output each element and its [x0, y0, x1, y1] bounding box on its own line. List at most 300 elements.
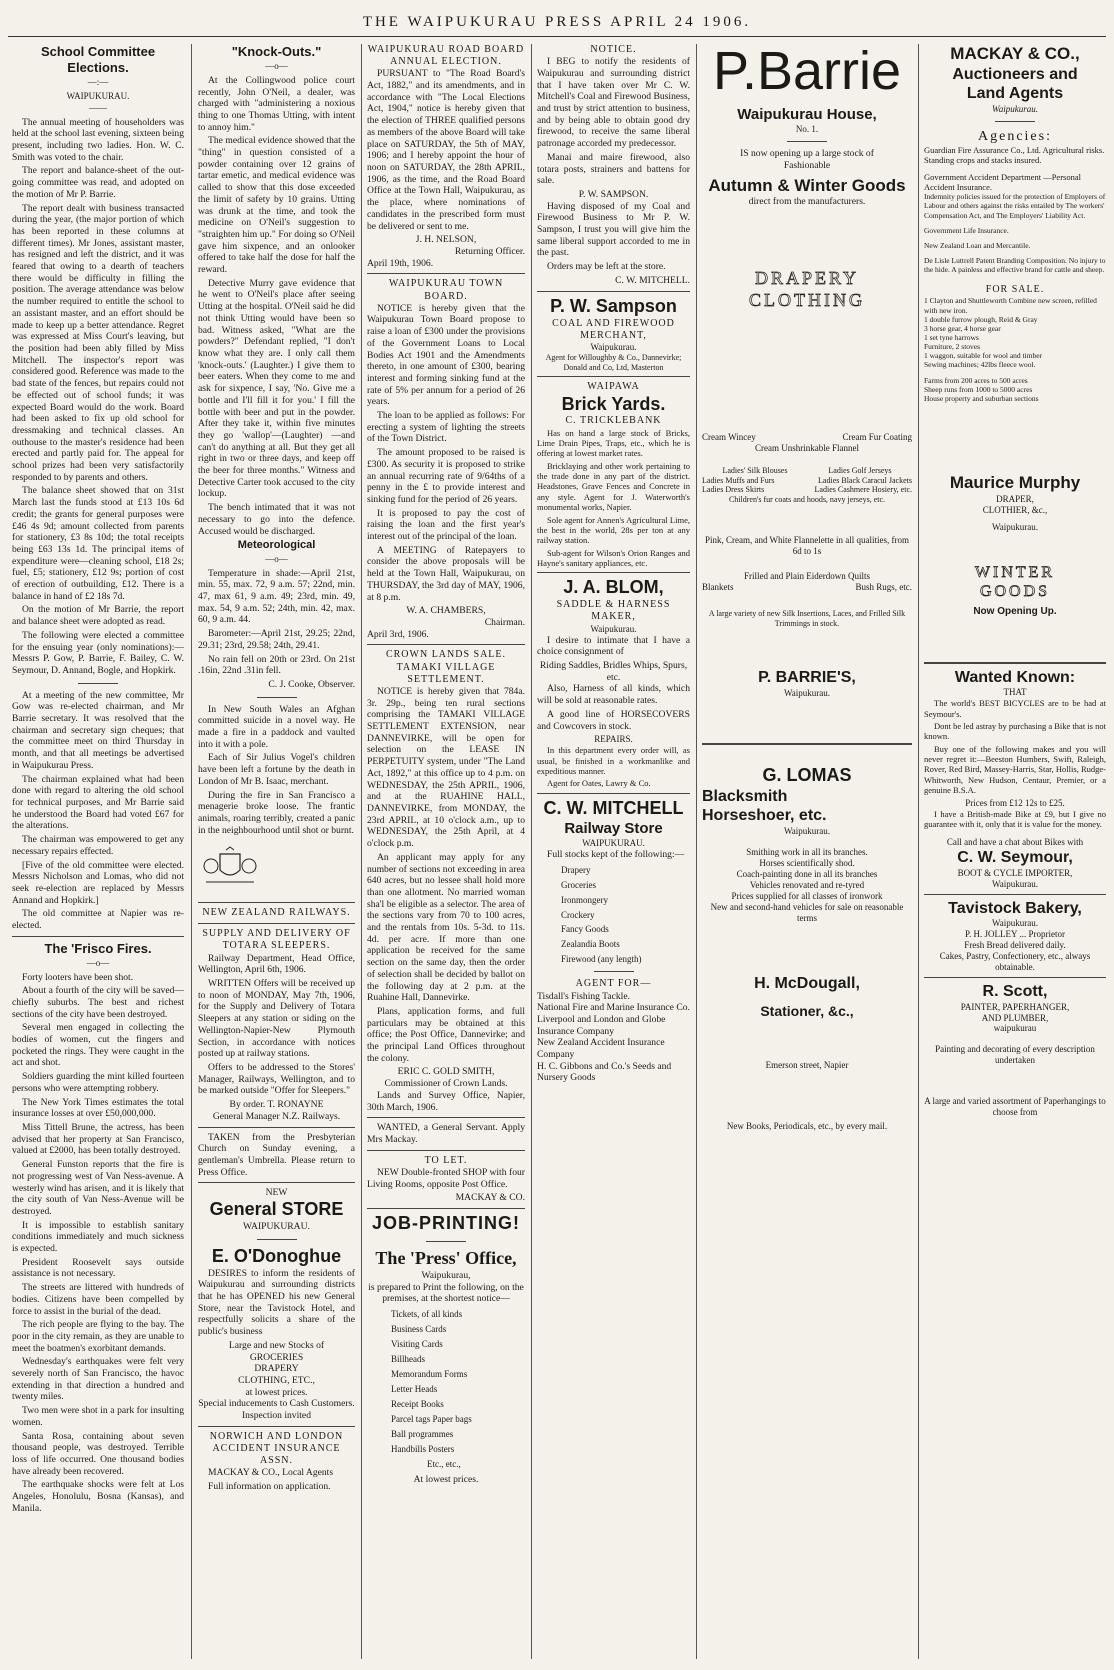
- list-item: Drapery: [561, 864, 591, 875]
- ad-item: CLOTHING, ETC.,: [238, 1374, 315, 1386]
- paragraph: The old committee at Napier was re-elected.: [12, 908, 184, 932]
- spacer: [702, 454, 912, 466]
- paragraph: Has on hand a large stock of Bricks, Lime Drain Pipes, Traps, etc., which he is offering at lowest market rates.: [537, 427, 690, 459]
- ad-item: Pink, Cream, and White Flannelette in all qualities, from 6d to 1s: [704, 534, 910, 556]
- paragraph: Temperature in shade:—April 21st, min. 55, max. 72, 9 a.m. 57; 22nd, min. 47, max 61, 9 a.m. 49; 23rd, min. 49, max. 54, 9 a.m. 52; 24th, min. 42, max. 60, 9 a.m. 44.: [198, 567, 355, 626]
- spacer: [702, 557, 912, 571]
- ad-headline: Railway Store: [564, 819, 663, 837]
- ad-text: PAINTER, PAPERHANGER,: [960, 1001, 1070, 1012]
- paragraph: General Funston reports that the fire is not progressing west of Van Ness-avenue. A westerly wind has arisen, and it is likely that the city south of Van Ness-Avenue will be destroyed.: [12, 1159, 184, 1217]
- paragraph: I BEG to notify the residents of Waipukurau and surrounding district that I have taken over Mr C. W. Mitchell's Coal and Firewood Business, and trust by strict attention to business, and by being able to obtain good dry firewood, to receive the same liberal patronage accorded my predecessor.: [537, 56, 690, 150]
- ad-text: AND PLUMBER,: [981, 1012, 1049, 1023]
- paragraph: Lands and Survey Office, Napier, 30th March, 1906.: [367, 1089, 525, 1113]
- separator: [426, 1241, 466, 1242]
- column-2: [198, 44, 355, 1659]
- separator: [367, 273, 525, 274]
- ad-item: A large variety of new Silk Insertions, Laces, and Frilled Silk Trimmings in stock.: [708, 608, 906, 628]
- ad-text: P. H. JOLLEY ... Proprietor: [965, 929, 1065, 940]
- paragraph: Sub-agent for Wilson's Orion Ranges and Hayne's sanitary appliances, etc.: [537, 547, 690, 568]
- date: April 19th, 1906.: [367, 257, 434, 269]
- ad-text: CLOTHIER, &c.,: [982, 504, 1048, 515]
- ad-item: New and second-hand vehicles for sale on reasonable terms: [710, 901, 904, 923]
- ornament: —:—: [87, 76, 109, 87]
- list-item: Fancy Goods: [561, 924, 609, 935]
- paragraph: It is impossible to establish sanitary conditions immediately and much sickness is expected.: [12, 1219, 184, 1255]
- column-5: [702, 44, 912, 1659]
- separator: [367, 1208, 525, 1209]
- list-item: Parcel tags Paper bags: [391, 1413, 472, 1424]
- ad-item: Furniture, 2 stoves: [924, 342, 981, 352]
- ad-headline: P. BARRIE'S,: [758, 669, 856, 687]
- paragraph: The bench intimated that it was not necessary to go into the defence. Accused would be discharged.: [198, 502, 355, 537]
- ad-text: THAT: [1003, 687, 1027, 698]
- paragraph: A MEETING of Ratepayers to consider the above proposals will be held at the Town Hall, Waipukurau, on THURSDAY, the 3rd day of MAY, 1906, at 8 p.m.: [367, 544, 525, 603]
- paragraph: The New York Times estimates the total insurance losses at over £50,000,000.: [12, 1096, 184, 1120]
- paragraph: Several men engaged in collecting the bodies of women, cut the fingers and pocketed the rings. They were caught in the act and shot.: [12, 1022, 184, 1069]
- ad-text: New Books, Periodicals, etc., by every mail.: [726, 1121, 888, 1132]
- spacer: [924, 1034, 1106, 1044]
- ad-text: Waipukurau.: [991, 878, 1038, 889]
- ad-text: WAIPUKURAU.: [582, 837, 645, 848]
- paragraph: Wednesday's earthquakes were felt very severely north of San Francisco, the havoc extending in that direction a hundred and twenty miles.: [12, 1356, 184, 1403]
- ornament: —o—: [265, 60, 288, 71]
- ad-text: De Lisle Luttrell Patent Branding Composition. No injury to the hide. A painless and effective brand for cattle and sheep.: [924, 255, 1106, 275]
- ad-text: Fashionable: [783, 159, 831, 171]
- spacer: [702, 1071, 912, 1121]
- ad-text: Special inducements to Cash Customers.: [198, 1398, 355, 1410]
- ad-text: Painting and decorating of every description undertaken: [935, 1044, 1095, 1066]
- signature: P. W. SAMPSON.: [578, 188, 649, 200]
- article-headline: Meteorological: [237, 539, 316, 552]
- signature: J. H. NELSON,: [415, 234, 477, 246]
- notice-title: TO LET.: [424, 1154, 468, 1166]
- ad-text: Riding Saddles, Bridles Whips, Spurs, etc.: [539, 660, 688, 683]
- paragraph: Dont be led astray by purchasing a Bike that is not known.: [924, 721, 1106, 742]
- ad-subtitle: AGENT FOR—: [575, 978, 652, 990]
- signature: C. J. Cooke, Observer.: [268, 678, 355, 690]
- paragraph: The earthquake shocks were felt at Los Angeles, Honolulu, Bosna (Kansas), and Manila.: [12, 1479, 184, 1514]
- separator: [12, 936, 184, 937]
- separator: [594, 971, 634, 972]
- ad-subtitle: C. TRICKLEBANK: [565, 415, 662, 427]
- signature: MACKAY & CO.: [455, 1192, 525, 1204]
- ad-text: Prices from £12 12s to £25.: [965, 797, 1065, 808]
- ad-text: New Zealand Accident Insurance Company: [537, 1037, 665, 1061]
- ad-headline: E. O'Donoghue: [211, 1245, 342, 1266]
- list-item: Crockery: [561, 909, 595, 920]
- ad-item: DRAPERY: [254, 1363, 299, 1375]
- spacer: [702, 924, 912, 974]
- masthead: THE WAIPUKURAU PRESS APRIL 24 1906.: [362, 14, 752, 30]
- list-item: Letter Heads: [391, 1383, 438, 1394]
- paragraph: Sole agent for Annen's Agricultural Lime, the best in the world, 28s per ton at any railway station.: [537, 514, 690, 546]
- paragraph: DESIRES to inform the residents of Waipukurau and surrounding districts that he has OPENED his new General Store, near the Tavistock Hotel, and respectfully solicits a share of the public's business: [198, 1267, 355, 1338]
- paragraph: NOTICE is hereby given that the Waipukurau Town Board propose to raise a loan of £300 under the provisions of the Government Loans to Local Bodies Act 1901 and the Amendments thereto, in one amount of £300, bearing interest and forming sinking fund at the rate of 5% per annum for a period of 26 years.: [367, 302, 525, 408]
- column-1: [12, 44, 184, 1659]
- ad-text: NEW: [265, 1187, 288, 1199]
- ad-text: Inspection invited: [241, 1410, 311, 1422]
- paragraph: The world's BEST BICYCLES are to be had at Seymour's.: [924, 698, 1106, 719]
- column-6: [924, 44, 1106, 1659]
- paragraph: NEW Double-fronted SHOP with four Living Rooms, opposite Post Office.: [367, 1166, 525, 1190]
- separator: [924, 662, 1106, 664]
- paragraph: TAKEN from the Presbyterian Church on Sunday evening, a gentleman's Umbrella. Please return to Press Office.: [198, 1131, 355, 1178]
- spacer: [924, 274, 1106, 284]
- paragraph: The annual meeting of householders was held at the school last evening, sixteen being present, including two ladies. Hon. W. C. Smith was voted to the chair.: [12, 116, 184, 163]
- paragraph: A good line of HORSECOVERS and Cowcovers in stock.: [537, 708, 690, 732]
- paragraph: It is proposed to pay the cost of raising the loan and the first year's interest out of the principal of the loan.: [367, 507, 525, 543]
- ad-text: H. C. Gibbons and Co.'s Seeds and Nursery Goods: [537, 1060, 672, 1084]
- paragraph: Miss Tittell Brune, the actress, has been advised that her property at San Francisco, valued at £2000, has been totally destroyed.: [12, 1122, 184, 1157]
- list-item: Billheads: [391, 1353, 425, 1364]
- separator: [367, 1117, 525, 1118]
- ad-headline: Horseshoer, etc.: [702, 807, 827, 825]
- ad-item: 1 set tyne harrows: [924, 332, 979, 342]
- spacer: [924, 533, 1106, 563]
- paragraph: The report dealt with business transacted during the year, (the major portion of which has been reported in these columns at different times). Mr Jones, assistant master, has resigned and left the district, and it was feared that owing to a dearth of teachers there would be difficulty in filling the position. The average attendance was below the number required to entitle the school to an assistant master, and an effort should be made to keep up a better attendance. Regret was expressed at Miss Court's leaving, but the position had been ably filled by Miss Mitchell. The inspector's report was considered good. Reference was made to the bad state of the fences, but repairs could not be effected out of school funds; it was expected Board would do the work. Board had been asked to fix up old school for dressmaking and technical classes. An outhouse to the master's residence had been erected and partly paid for. The appeal for school prizes had been very satisfactorily responded to by parents and others.: [12, 202, 184, 483]
- paragraph: PURSUANT to "The Road Board's Act, 1882," and its amendments, and in accordance with "The Local Elections Act, 1904," notice is hereby given that the election of THREE qualified persons as members of the above Board will take place on SATURDAY, the 5th of MAY, 1906; and I hereby appoint the hour of noon on SATURDAY, the 28th APRIL, 1906, as the time, and the Road Board Office at the Town Hall, Waipukurau, as the place, where nominations of candidates in the prescribed form must be delivered or sent to me.: [367, 68, 525, 232]
- spacer: [924, 403, 1106, 473]
- spacer: [702, 1020, 912, 1060]
- paragraph: Two men were shot in a park for insulting women.: [12, 1405, 184, 1428]
- article-headline: The 'Frisco Fires.: [44, 940, 152, 956]
- paragraph: The medical evidence showed that the "thing" in question consisted of a powder containing over 12 grains of tartar emetic, and medical evidence was called to show that this dose exceeded the limit of safety by 10 grains. Utting was drunk at the time, and took the medicine on O'Neil's suggestion to "straighten him up." For doing so O'Neil gave him sixpence, and an onlooker offered to take half the dose for half the reward.: [198, 135, 355, 276]
- separator: [537, 572, 690, 573]
- paragraph: Orders may be left at the store.: [547, 261, 666, 273]
- ad-text: Waipukurau.: [590, 623, 637, 634]
- paragraph: The chairman was empowered to get any necessary repairs effected.: [12, 834, 184, 857]
- ad-row: [702, 466, 912, 476]
- ad-item: Bush Rugs, etc.: [855, 581, 912, 592]
- ad-item: Ladies Cashmere Hosiery, etc.: [814, 485, 912, 495]
- ad-item: Sewing machines; 42lbs fleece wool.: [924, 360, 1036, 370]
- ad-headline: J. A. BLOM,: [563, 577, 664, 598]
- ad-text: Large and new Stocks of: [228, 1339, 325, 1351]
- paragraph: MACKAY & CO., Local Agents: [208, 1467, 334, 1479]
- paragraph: Full stocks kept of the following:—: [547, 848, 685, 860]
- paragraph: During the fire in San Francisco a menagerie broke loose. The frantic animals, roaring terribly, created a panic in the neighbourhood until shot or burnt.: [198, 789, 355, 836]
- column-divider: [918, 44, 919, 1659]
- ad-headline: MACKAY & CO.,: [950, 44, 1080, 63]
- ad-headline: Stationer, &c.,: [760, 1003, 854, 1020]
- ad-headline: C. W. Seymour,: [957, 849, 1073, 867]
- ad-headline: Wanted Known:: [954, 668, 1076, 686]
- spacer: [702, 993, 912, 1003]
- signature: By order. T. RONAYNE: [229, 1099, 324, 1111]
- ad-item: Ladies' Silk Blouses: [722, 465, 788, 475]
- list-item: Business Cards: [391, 1323, 447, 1334]
- paragraph: WRITTEN Offers will be received up to noon of MONDAY, May 7th, 1906, for the Supply and Delivery of Totara Sleepers at any station or siding on the Wellington-Napier-New Plymouth Section, in accordance with notices posted up at railway stations.: [198, 978, 355, 1060]
- spacer: [702, 312, 912, 432]
- ad-headline: JOB-PRINTING!: [372, 1212, 520, 1233]
- column-divider: [361, 44, 362, 1659]
- ad-text: At lowest prices.: [413, 1473, 479, 1485]
- notice-subtitle: TAMAKI VILLAGE SETTLEMENT.: [396, 661, 496, 685]
- list-item: Tickets, of all kinds: [391, 1308, 463, 1319]
- paragraph: NOTICE is hereby given that 784a. 3r. 29p., being ten rural sections comprising the TAMAKI VILLAGE SETTLEMENT EXTENSION, near DANNEVIRKE, will be open for selection on the LEASE IN PERPETUITY system, under "The Land Act, 1892," at this office up to 4 p.m. on WEDNESDAY, the 25th APRIL, 1906, and at the RUAHINE HALL, DANNEVIRKE, from MONDAY, the 23rd APRIL, at 10 o'clock a.m., up to WEDNESDAY, the 25th April, at 4 o'clock p.m.: [367, 685, 525, 850]
- notice-title: WAIPUKURAU ROAD BOARD: [367, 44, 525, 55]
- paragraph: About a fourth of the city will be saved—chiefly suburbs. The best and richest sections of the city have been destroyed.: [12, 985, 184, 1020]
- paragraph: President Roosevelt says outside assistance is not necessary.: [12, 1256, 184, 1280]
- ad-text: Liverpool and London and Globe Insurance Company: [537, 1013, 666, 1037]
- signature: Chairman.: [484, 616, 525, 628]
- ad-headline: P. W. Sampson: [550, 295, 677, 316]
- ad-text: waipukurau: [993, 1023, 1037, 1034]
- ad-item: Cream Fur Coating: [842, 432, 912, 443]
- ornament: —o—: [265, 553, 288, 564]
- separator: [198, 1182, 355, 1183]
- ad-item: Ladies Golf Jerseys: [828, 465, 892, 475]
- ad-item: Frilled and Plain Eiderdown Quilts: [744, 570, 870, 581]
- ad-headline: Autumn & Winter Goods: [708, 175, 906, 195]
- ad-text: WAIPUKURAU.: [243, 1220, 310, 1232]
- signature: ERIC C. GOLD SMITH,: [397, 1066, 495, 1078]
- ad-item: Sheep runs from 1000 to 5000 acres: [924, 384, 1033, 394]
- ad-text: Waipukurau,: [421, 1269, 471, 1281]
- ad-text: Agent for Willoughby & Co., Dannevirke; Donald and Co, Ltd, Masterton: [545, 352, 682, 372]
- ad-item: Cream Wincey: [702, 432, 756, 443]
- notice-title: NOTICE.: [590, 44, 637, 55]
- column-divider: [191, 44, 192, 1659]
- ad-headline: H. McDougall,: [754, 974, 860, 992]
- ad-text: DRAPER,: [996, 493, 1034, 504]
- ad-subtitle: WAIPAWA: [587, 381, 640, 393]
- ad-row: [702, 432, 912, 443]
- list-item: Handbills Posters: [391, 1443, 455, 1454]
- spacer: [924, 1066, 1106, 1096]
- separator: [198, 923, 355, 924]
- ad-headline: Auctioneers and: [952, 65, 1078, 83]
- separator: [367, 1150, 525, 1151]
- separator: [537, 291, 690, 292]
- spacer: [702, 837, 912, 847]
- ad-text: Now Opening Up.: [973, 605, 1057, 617]
- notice-subtitle: ANNUAL ELECTION.: [390, 56, 502, 68]
- notice-title: WAIPUKURAU TOWN BOARD.: [388, 278, 504, 302]
- paragraph: WANTED, a General Servant. Apply Mrs Mackay.: [367, 1122, 525, 1145]
- ad-subtitle: Agencies:: [978, 128, 1052, 144]
- list-item: Memorandum Forms: [391, 1368, 468, 1379]
- ad-row: [702, 582, 912, 593]
- paragraph: Having disposed of my Coal and Firewood Business to Mr P. W. Sampson, I trust you will give him the same liberal support accorded to me in the past.: [537, 200, 690, 259]
- signature: W. A. CHAMBERS,: [406, 605, 486, 617]
- ad-item: GROCERIES: [249, 1351, 304, 1363]
- ad-item: 1 double furrow plough, Reid & Gray: [924, 314, 1038, 324]
- paragraph: I have a British-made Bike at £9, but I give no guarantee with it, only that it is value for the money.: [924, 808, 1106, 829]
- paragraph: At a meeting of the new committee, Mr Gow was re-elected chairman, and Mr Barrie secretary. It was resolved that the chairman and secretary sign cheques; that the committee meet on third Thursday in month, and that all meetings be advertised in Waipukurau Press.: [12, 689, 184, 771]
- paragraph: Santa Rosa, containing about seven thousand people, was destroyed. Terrible loss of life occurred. One thousand bodies have already been recovered.: [12, 1430, 184, 1477]
- ad-item: Blankets: [702, 581, 734, 592]
- ad-text: Indemnity policies issued for the protection of Employers of Labour and others against the risks entailed by The workers' Compensation Act, and The Employers' Liability Act.: [924, 192, 1106, 220]
- ad-subtitle: REPAIRS.: [594, 734, 633, 745]
- ornament: —o—: [86, 957, 110, 968]
- ad-headline: R. Scott,: [982, 983, 1048, 1001]
- ad-headline: Waipukurau House,: [737, 106, 877, 123]
- notice-title: CROWN LANDS SALE.: [385, 649, 507, 661]
- paragraph: Plans, application forms, and full particulars may be obtained at this office; the Post Office, Dannevirke; and the principal Land Offices throughout the colony.: [367, 1005, 525, 1064]
- notice-title: NEW ZEALAND RAILWAYS.: [202, 907, 351, 919]
- ad-headline: Blacksmith: [702, 787, 788, 805]
- ad-headline: The 'Press' Office,: [375, 1247, 517, 1268]
- list-item: Visiting Cards: [391, 1338, 443, 1349]
- paragraph: The following were elected a committee for the ensuing year (only nominations):—Messrs P. Gow, P. Barrie, F. Bailey, C. W. Seymour, D. Annand, Bogle, and Hopkirk.: [12, 629, 184, 676]
- ad-item: 3 horse gear, 4 horse gear: [924, 323, 1001, 333]
- ad-item: 1 waggon, suitable for wool and timber: [924, 351, 1043, 361]
- ad-text: Government Life Insurance.: [924, 225, 1009, 235]
- paragraph: Manai and maire firewood, also totara posts, strainers and battens for sale.: [537, 151, 690, 187]
- paragraph: Soldiers guarding the mint killed fourteen persons who were attempting robbery.: [12, 1071, 184, 1094]
- ad-item: Smithing work in all its branches.: [746, 846, 868, 857]
- paragraph: Full information on application.: [208, 1481, 331, 1493]
- ad-item: Cream Unshrinkable Flannel: [755, 442, 859, 453]
- ad-text: direct from the manufacturers.: [748, 196, 866, 208]
- list-item: Zealandia Boots: [561, 939, 620, 950]
- signature: Commissioner of Crown Lands.: [384, 1078, 508, 1090]
- signature: General Manager N.Z. Railways.: [212, 1110, 341, 1122]
- ad-text: Call and have a chat about Bikes with: [946, 837, 1084, 848]
- coat-of-arms-icon: [198, 846, 262, 886]
- paragraph: The streets are littered with hundreds of bodies. Citizens have been compelled by force to assist in the burial of the dead.: [12, 1282, 184, 1317]
- ad-headline: C. W. MITCHELL: [543, 797, 684, 818]
- ad-text: is prepared to Print the following, on the premises, at the shortest notice—: [368, 1281, 524, 1305]
- separator: [537, 793, 690, 794]
- ad-text: Waipukurau.: [991, 918, 1038, 929]
- ad-headline: Land Agents: [966, 85, 1064, 103]
- ad-headline: Maurice Murphy: [949, 472, 1081, 492]
- ad-headline: P.Barrie: [712, 44, 902, 101]
- signature: Returning Officer.: [454, 245, 525, 257]
- ad-subtitle: COAL AND FIREWOOD MERCHANT,: [552, 317, 675, 341]
- paragraph: I desire to intimate that I have a choice consignment of: [537, 634, 690, 658]
- separator: [198, 1426, 355, 1427]
- separator: [537, 376, 690, 377]
- ad-row: [702, 485, 912, 495]
- paragraph: The rich people are flying to the bay. The poor in the city remain, as they are unable to meet the boatmen's exorbitant demands.: [12, 1319, 184, 1354]
- list-item: Groceries: [561, 879, 596, 890]
- article-headline: School Committee Elections.: [40, 44, 156, 75]
- separator: [198, 1127, 355, 1128]
- spacer: [702, 505, 912, 535]
- paragraph: The chairman explained what had been done with regard to altering the old school for technical purposes, and Mr Barrie said he understood the Board had voted £67 for the alterations.: [12, 773, 184, 832]
- list-item: Receipt Books: [391, 1398, 444, 1409]
- ad-headline: Tavistock Bakery,: [948, 899, 1082, 917]
- ad-item: Children's fur coats and hoods, navy jerseys, etc.: [728, 495, 886, 505]
- paragraph: The loan to be applied as follows: For erecting a system of lighting the streets of the Town District.: [367, 410, 525, 445]
- paragraph: Offers to be addressed to the Stores' Manager, Railways, Wellington, and to be marked outside "Offer for Sleepers.": [198, 1061, 355, 1097]
- ad-headline: General STORE: [209, 1199, 344, 1220]
- notice-title: NORWICH AND LONDON ACCIDENT INSURANCE ASSN.: [209, 1430, 344, 1467]
- ad-item: Ladies Black Caracul Jackets: [818, 475, 912, 485]
- separator: [367, 644, 525, 645]
- separator: [257, 697, 297, 698]
- paragraph: Railway Department, Head Office, Wellington, April 6th, 1906.: [198, 952, 355, 976]
- spacer: [702, 208, 912, 268]
- ad-headline: WINTER: [974, 563, 1056, 581]
- separator: [78, 683, 118, 684]
- spacer: [702, 699, 912, 739]
- separator: [198, 902, 355, 903]
- paragraph: The report and balance-sheet of the out-going committee was read, and adopted on the motion of Mr P. Barrie.: [12, 165, 184, 200]
- signature: C. W. MITCHELL.: [615, 274, 690, 286]
- ad-text: Emerson street, Napier: [765, 1060, 849, 1071]
- separator: [924, 894, 1106, 895]
- column-divider: [696, 44, 697, 1659]
- ad-text: Waipukurau.: [783, 687, 830, 698]
- paragraph: Forty looters have been shot.: [22, 971, 134, 983]
- ad-text: A large and varied assortment of Paperhangings to choose from: [924, 1096, 1106, 1118]
- ad-headline: GOODS: [979, 583, 1051, 601]
- paragraph: Buy one of the following makes and you will never regret it:—Beeston Humbers, Swift, Raleigh, Rover, Red Bird, Massey-Harris, Star, Hollis, Rudge-Whitworth, New Hudson, Centaur, Premier, or a genuine B.S.A.: [924, 743, 1106, 796]
- spacer: [924, 618, 1106, 658]
- paragraph: Also, Harness of all kinds, which will be sold at reasonable rates.: [537, 683, 690, 707]
- ad-text: Guardian Fire Assurance Co., Ltd. Agricultural risks. Standing crops and stacks insured.: [924, 144, 1105, 166]
- ad-item: Horses scientifically shod.: [759, 857, 855, 868]
- ad-item: Coach-painting done in all its branches: [736, 868, 878, 879]
- ad-text: Waipukurau.: [991, 521, 1038, 532]
- paragraph: At the Collingwood police court recently, John O'Neil, a dealer, was charged with "administering a noxious thing to one Thomas Utting, with intent to annoy him.": [198, 74, 355, 133]
- ad-item: 1 Clayton and Shuttleworth Combine new screen, refilled with new iron.: [924, 296, 1097, 315]
- paragraph: In New South Wales an Afghan committed suicide in a novel way. He made a fire in a paddock and vaulted into it with a pole.: [198, 703, 355, 750]
- ad-text: Fresh Bread delivered daily.: [964, 940, 1066, 951]
- ad-item: Prices supplied for all classes of ironwork: [731, 890, 883, 901]
- ad-item: Farms from 200 acres to 500 acres: [924, 375, 1028, 385]
- ad-text: National Fire and Marine Insurance Co.: [537, 1002, 690, 1014]
- list-item: Firewood (any length): [561, 954, 642, 965]
- column-divider: [531, 44, 532, 1659]
- ad-headline: Brick Yards.: [561, 393, 666, 414]
- masthead-rule: [8, 36, 1106, 37]
- separator: [257, 1239, 297, 1240]
- ornament: ——: [89, 102, 107, 113]
- paragraph: In this department every order will, as usual, be finished in a workmanlike and expeditious manner.: [537, 745, 690, 776]
- list-item: Ball programmes: [391, 1428, 454, 1439]
- article-dateline: WAIPUKURAU.: [66, 90, 130, 101]
- notice-subtitle: SUPPLY AND DELIVERY OF TOTARA SLEEPERS.: [202, 928, 351, 952]
- ad-text: Tisdall's Fishing Tackle.: [537, 990, 631, 1002]
- ad-text: New Zealand Loan and Mercantile.: [924, 240, 1031, 250]
- paragraph: The balance sheet showed that on 31st March last the funds stood at £13 10s 6d credit; the grants for general purposes were £46 4s 9d; amount collected from parents for stationery, £3 8s 10d; the total receipts being £63 13s 1d. The principal items of expenditure were—cleaning school, £18 2s; fuel, £5; stationery, £12 9s; portion of cost of erection of outbuilding, £12. There is a balance in hand of £2 18s 7d.: [12, 485, 184, 602]
- ad-subtitle: SADDLE & HARNESS MAKER,: [556, 599, 671, 623]
- ad-headline: G. LOMAS: [762, 764, 852, 785]
- paragraph: Barometer:—April 21st, 29.25; 22nd, 29.31; 23rd, 29.58; 24th, 29.41.: [198, 628, 355, 651]
- list-item: Ironmongery: [561, 894, 608, 905]
- paragraph: Detective Murry gave evidence that he went to O'Neil's place after seeing Utting at the hospital. O'Neil said he did not think Utting would have been so bad. Witness asked, "What are the powders?" Defendant replied, "I don't know what they are. I only call them 'knock-outs.' (Laughter.) I give them to beer eaters. When they come to me and ask for sixpence, I say, 'No. Give me a bottle and I'll fill it for you.' I fill the bottle with beer and put in the powder. After they take it, within five minutes they go 'wallop'—(Laughter) —and can't do anything at all. But they get all right in two or three days, and keep off the beer for three months." Witness and Detective Carter took accused to the city lockup.: [198, 277, 355, 500]
- ad-headline: CLOTHING: [749, 290, 865, 311]
- ad-item: Ladies Muffs and Furs: [702, 475, 775, 485]
- paragraph: No rain fell on 20th or 23rd. On 21st .16in, 22nd .31in fell.: [198, 653, 355, 677]
- separator: [787, 141, 827, 142]
- ad-text: Waipukurau.: [590, 341, 637, 352]
- paragraph: Bricklaying and other work pertaining to the trade done in any part of the district. Headstones, Grave Fences and Concrete in any style. Agent for J. Waterworth's monumental works, Napier.: [537, 460, 690, 513]
- separator: [924, 977, 1106, 978]
- ad-text: Waipukurau.: [992, 103, 1038, 114]
- ad-text: IS now opening up a large stock of: [740, 148, 874, 160]
- ad-row: [702, 476, 912, 486]
- list-item: Etc., etc.,: [427, 1458, 461, 1469]
- paragraph: An applicant may apply for any number of sections not exceeding in area 640 acres, but no lessee shall hold more than one allotment. No married woman sha'l be eligible as a selector. The area of the sections vary from 70 to 100 acres, and the rentals from 10s. 5-3d. to 11s. 4d. per acre. If more than one application be received for the same section on the same day, then the order of selection shall be decided by ballot on the following day at 2 p.m. at the Ruahine Hall, Dannevirke.: [367, 851, 525, 1004]
- paragraph: The amount proposed to be raised is £300. As security it is proposed to strike an annual recurring rate of 9/64ths of a penny in the £ to provide interest and sinking fund for the period of 26 years.: [367, 447, 525, 505]
- paragraph: Each of Sir Julius Vogel's children have been left a fortune by the death in London of Mr B. Isaac, merchant.: [198, 752, 355, 787]
- article-headline: "Knock-Outs.": [231, 44, 322, 59]
- ad-text: No. 1.: [795, 124, 819, 135]
- ad-item: Ladies Dress Skirts: [702, 485, 765, 495]
- ad-text: Government Accident Department —Personal Accident Insurance.: [924, 171, 1081, 192]
- date: April 3rd, 1906.: [367, 628, 429, 640]
- ad-headline: DRAPERY: [754, 268, 860, 289]
- separator: [995, 121, 1035, 122]
- ad-subtitle: FOR SALE.: [985, 284, 1045, 296]
- ad-item: Vehicles renovated and re-tyred: [749, 879, 865, 890]
